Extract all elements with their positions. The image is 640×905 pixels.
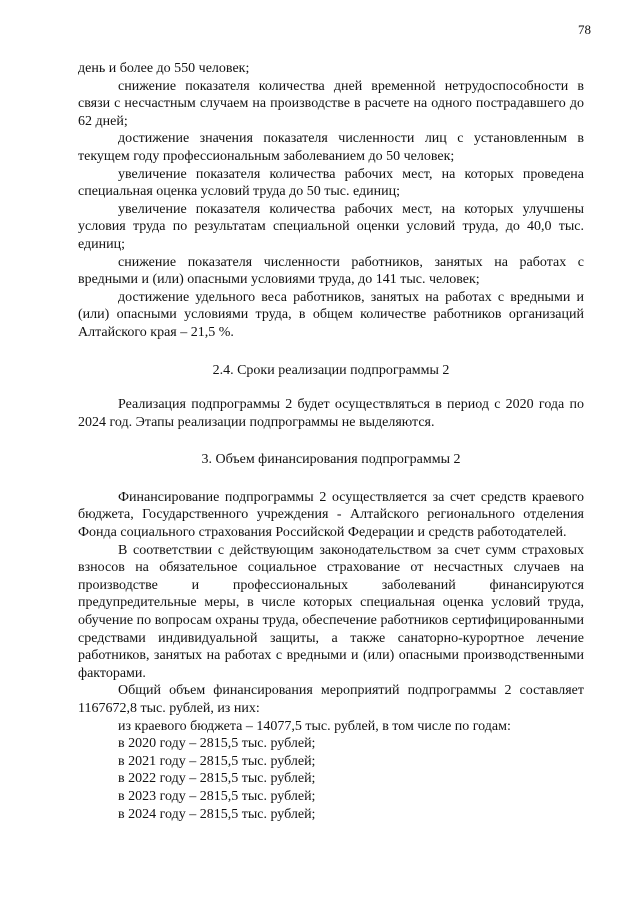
- list-item: достижение удельного веса работников, занятых на работах с вредными и (или) опасными условиями труда, в общем количестве работников организаций Алтайского края – 21,5 %.: [78, 289, 584, 340]
- list-item: снижение показателя численности работников, занятых на работах с вредными и (или) опасными условиями труда, до 141 тыс. человек;: [78, 254, 584, 288]
- list-item: достижение значения показателя численности лиц с установленным в текущем году профессиональным заболеванием до 50 человек;: [78, 131, 584, 164]
- page-number: 78: [578, 22, 591, 37]
- list-item: снижение показателя количества дней временной нетрудоспособности в связи с несчастным случаем на производстве в расчете на одного пострадавшего до 62 дней;: [78, 78, 584, 129]
- section-heading-3: 3. Объем финансирования подпрограммы 2: [201, 452, 461, 468]
- year-line: в 2023 году – 2815,5 тыс. рублей;: [118, 788, 316, 804]
- budget-line: из краевого бюджета – 14077,5 тыс. рублей, в том числе по годам:: [118, 718, 511, 734]
- year-line: в 2021 году – 2815,5 тыс. рублей;: [118, 753, 316, 769]
- year-line: в 2022 году – 2815,5 тыс. рублей;: [118, 771, 316, 787]
- section-heading-2-4: 2.4. Сроки реализации подпрограммы 2: [212, 362, 450, 378]
- page-content: [78, 60, 584, 823]
- list-item: день и более до 550 человек;: [78, 61, 250, 76]
- section-2-4-text: Реализация подпрограммы 2 будет осуществляться в период с 2020 года по 2024 год. Этапы реализации подпрограммы не выделяются.: [78, 397, 584, 430]
- funding-paragraph-3: Общий объем финансирования мероприятий подпрограммы 2 составляет 1167672,8 тыс. рублей, из них:: [78, 683, 584, 716]
- year-line: в 2024 году – 2815,5 тыс. рублей;: [118, 806, 316, 822]
- year-line: в 2020 году – 2815,5 тыс. рублей;: [118, 736, 316, 752]
- list-item: увеличение показателя количества рабочих мест, на которых проведена специальная оценка условий труда до 50 тыс. единиц;: [78, 166, 584, 200]
- list-item: увеличение показателя количества рабочих мест, на которых улучшены условия труда по результатам специальной оценки условий труда, до 40,0 тыс. единиц;: [78, 201, 584, 252]
- funding-paragraph-2: В соответствии с действующим законодательством за счет сумм страховых взносов на обязательное социальное страхование от несчастных случаев на производстве и профессиональных заболеваний финансируются предупредительные меры, в числе которых специальная оценка условий труда, обучение по вопросам охраны труда, обеспечение работников сертифицированными средствами индивидуальной защиты, а также санаторно-курортное лечение работников, занятых на работах с вредными и (или) опасными производственными факторами.: [78, 542, 584, 681]
- funding-paragraph-1: Финансирование подпрограммы 2 осуществляется за счет средств краевого бюджета, Государственного учреждения - Алтайского регионального отделения Фонда социального страхования Российской Федерации и средств работодателей.: [78, 489, 584, 541]
